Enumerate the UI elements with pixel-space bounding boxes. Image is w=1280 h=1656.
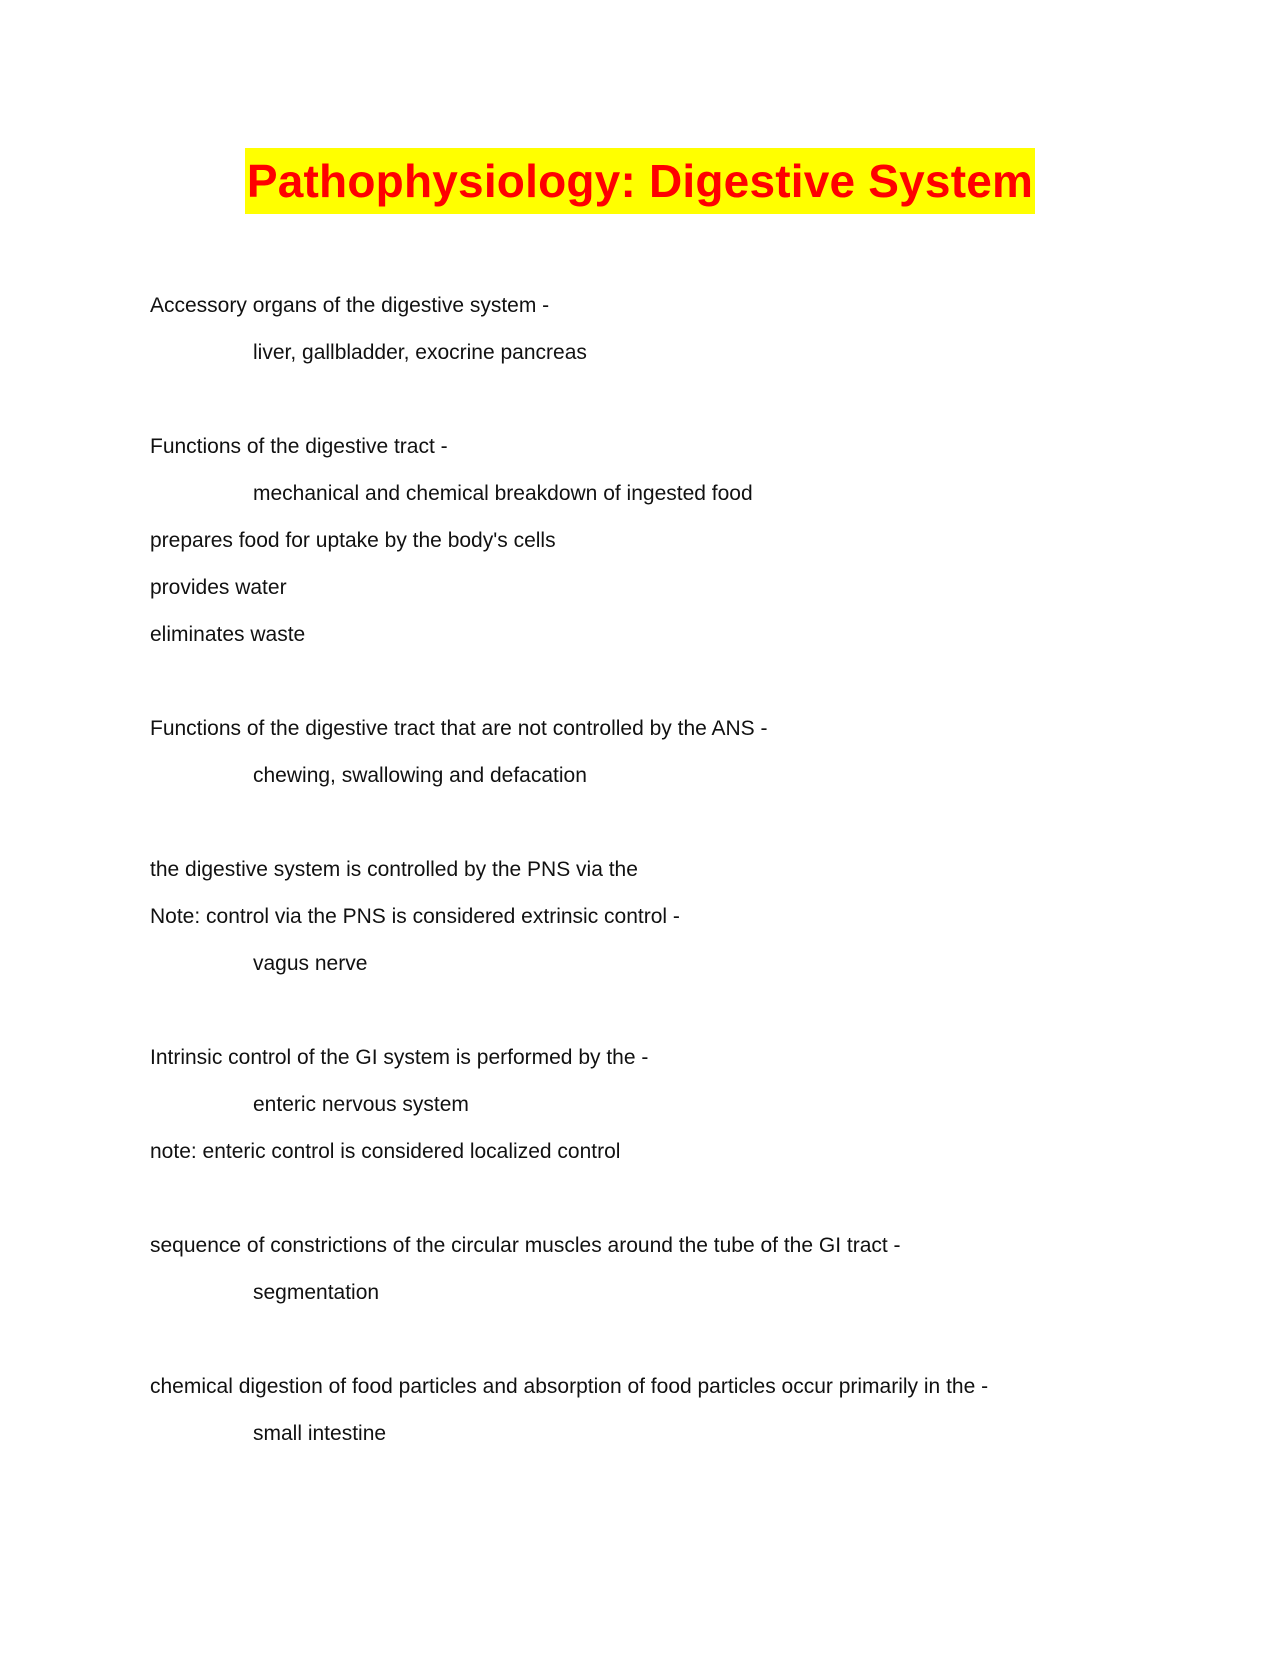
paragraph-spacer xyxy=(150,1175,1190,1222)
answer-line: segmentation xyxy=(253,1281,380,1304)
prompt-line: Intrinsic control of the GI system is performed by the - xyxy=(150,1046,649,1069)
paragraph-spacer xyxy=(150,799,1190,846)
answer-line: chewing, swallowing and defacation xyxy=(253,764,587,787)
paragraph-spacer xyxy=(150,1316,1190,1363)
answer-line: vagus nerve xyxy=(253,952,368,975)
title-container xyxy=(0,148,1280,214)
answer-line: enteric nervous system xyxy=(253,1093,469,1116)
document-title: Pathophysiology: Digestive System xyxy=(245,148,1035,214)
paragraph-spacer xyxy=(150,376,1190,423)
prompt-line: eliminates waste xyxy=(150,623,306,646)
prompt-line: sequence of constrictions of the circular muscles around the tube of the GI tract - xyxy=(150,1234,901,1257)
prompt-line: Note: control via the PNS is considered extrinsic control - xyxy=(150,905,680,928)
prompt-line: Accessory organs of the digestive system - xyxy=(150,294,550,317)
answer-line: liver, gallbladder, exocrine pancreas xyxy=(253,341,587,364)
answer-line: small intestine xyxy=(253,1422,387,1445)
prompt-line: note: enteric control is considered localized control xyxy=(150,1140,621,1163)
document-body xyxy=(150,282,1190,1457)
prompt-line: chemical digestion of food particles and absorption of food particles occur primarily in the - xyxy=(150,1375,989,1398)
answer-line: mechanical and chemical breakdown of ingested food xyxy=(253,482,753,505)
prompt-line: Functions of the digestive tract that are not controlled by the ANS - xyxy=(150,717,768,740)
prompt-line: provides water xyxy=(150,576,287,599)
prompt-line: prepares food for uptake by the body's cells xyxy=(150,529,556,552)
paragraph-spacer xyxy=(150,987,1190,1034)
paragraph-spacer xyxy=(150,658,1190,705)
prompt-line: the digestive system is controlled by the PNS via the xyxy=(150,858,638,881)
prompt-line: Functions of the digestive tract - xyxy=(150,435,448,458)
